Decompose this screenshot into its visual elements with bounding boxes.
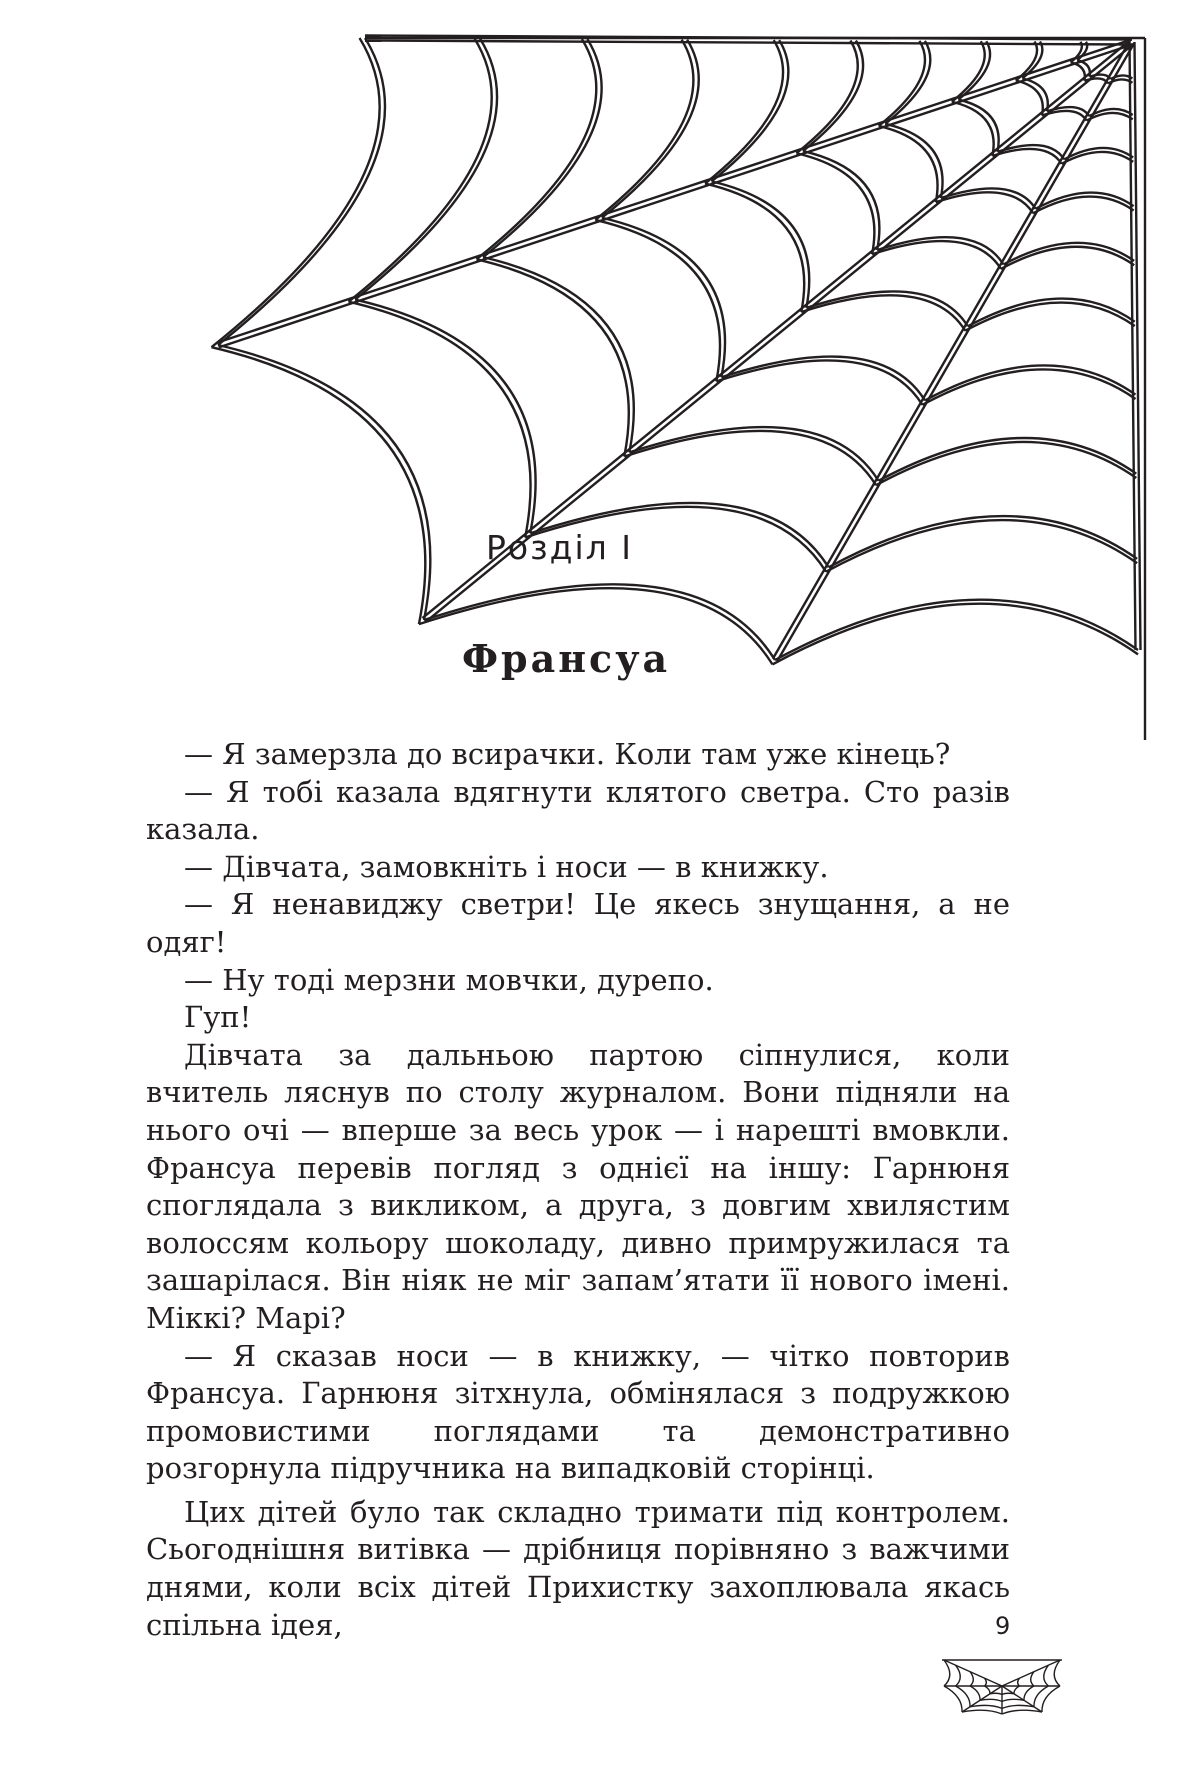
footer-web-arc [944, 1686, 962, 1712]
web-ring-arc [355, 300, 535, 534]
web-ring-arc [595, 40, 693, 220]
footer-web-arc [980, 1699, 1002, 1701]
web-ring-arc [1062, 152, 1134, 164]
web-spoke [219, 44, 1133, 347]
paragraph: — Я сказав носи — в книжку, — чітко повторив Франсуа. Гарнюня зітхнула, обмінялася з подружкою промовистими поглядами та демонстративно розгорнула підручника на випадковій сторінці. [146, 1338, 1010, 1486]
web-ring-arc [1036, 193, 1134, 209]
footer-web-arc [1002, 1710, 1042, 1714]
web-ring-arc [483, 39, 602, 257]
web-ring-arc [218, 38, 385, 345]
web-ring-arc [629, 427, 878, 481]
web-ring-arc [829, 516, 1138, 567]
web-ring-arc [879, 438, 1137, 481]
footer-web-arc [1024, 1686, 1034, 1700]
footer-web-arc [962, 1710, 1002, 1714]
footer-web-arc [1018, 1678, 1020, 1686]
web-ring-arc [879, 41, 925, 126]
web-ring-arc [211, 347, 425, 624]
footer-web-arc [944, 1660, 950, 1686]
chapter-title: Франсуа [462, 636, 671, 681]
paragraph: — Я ненавиджу светри! Це якесь знущання, а не одяг! [146, 887, 1010, 959]
web-ring-arc [624, 431, 876, 485]
footer-web-arc [990, 1693, 1002, 1694]
chapter-label: Розділ I [486, 528, 633, 567]
footer-web-arc [1002, 1693, 1014, 1694]
footer-web-arc [1014, 1686, 1019, 1694]
web-ring-arc [952, 102, 994, 156]
footer-web-arc [985, 1678, 987, 1686]
web-ring-arc [796, 41, 857, 154]
web-ring-arc [712, 40, 789, 181]
web-ring-arc [349, 302, 531, 538]
web-ring-arc [705, 184, 804, 312]
footer-web-arc [1002, 1705, 1034, 1708]
footer-web-arc [1031, 1672, 1034, 1686]
paragraph: Гуп! [184, 1000, 252, 1035]
web-ring-arc [218, 345, 430, 620]
web-ring-arc [595, 220, 720, 381]
footer-web-arc [970, 1686, 980, 1700]
paragraph: Цих дітей було так складно тримати під контролем. Сьогоднішня витівка — дрібниця порівняно з важчими днями, коли всіх дітей Прихистку захоплювала якась спільна ідея, [146, 1494, 1010, 1642]
footer-web-arc [1002, 1699, 1024, 1701]
page-number: 9 [995, 1612, 1011, 1640]
web-ring-arc [602, 218, 725, 377]
paragraph: — Я замерзла до всирачки. Коли там уже кінець? [184, 737, 951, 771]
paragraph: — Дівчата, замовкніть і носи — в книжку. [184, 849, 829, 884]
footer-web-arc [1042, 1686, 1060, 1712]
web-ring-arc [705, 40, 783, 183]
body-text [146, 736, 1010, 1644]
web-ring-arc [721, 357, 925, 401]
footer-web-arc [985, 1686, 990, 1694]
paragraph: Дівчата за дальньою партою сіпнулися, коли вчитель ляснув по столу журналом. Вони підняли на нього очі — вперше за весь урок — і нарешті вмовкли. Франсуа перевів погляд з однієї на іншу: Гарнюня споглядала з викликом, а друга, з довгим хвилястим волоссям кольору шоколаду, дивно примружилася та зашарілася. Він ніяк не міг запам’ятати її нового імені. Міккі? Марі? [146, 1037, 1010, 1335]
web-ring-arc [1042, 111, 1087, 121]
footer-web-arc [970, 1672, 973, 1686]
web-ring-arc [483, 257, 634, 452]
web-ring-arc [775, 600, 1138, 660]
footer-web-arc [970, 1705, 1002, 1708]
web-ring-arc [602, 40, 699, 218]
paragraph: — Я тобі казала вдягнути клятого светра. Сто разів казала. [146, 774, 1010, 847]
footer-web-ornament [942, 1656, 1062, 1716]
web-ring-arc [716, 360, 922, 404]
web-ring-arc [477, 259, 629, 456]
web-ring-arc [879, 126, 938, 202]
web-ring-arc [796, 153, 874, 254]
web-spoke [365, 40, 1132, 44]
footer-web-arc [1054, 1660, 1060, 1686]
footer-web-arc [1044, 1665, 1049, 1686]
paragraph: — Ну тоді мерзни мовчки, дурепо. [184, 962, 714, 997]
web-ring-arc [211, 38, 379, 347]
web-ring-arc [803, 41, 863, 152]
footer-web-arc [956, 1665, 961, 1686]
web-ring-arc [712, 181, 810, 308]
web-ring-arc [885, 124, 942, 198]
